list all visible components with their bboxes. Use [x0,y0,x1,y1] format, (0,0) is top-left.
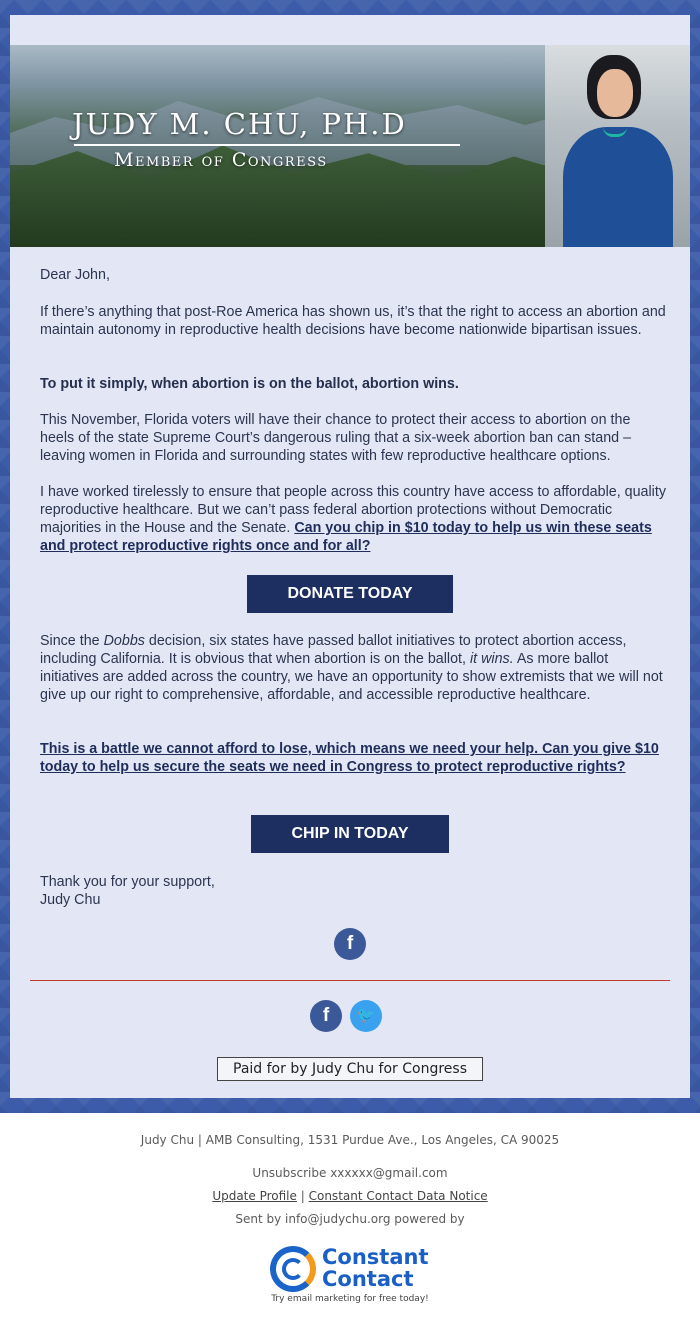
give-10-link[interactable]: This is a battle we cannot afford to lose, which means we need your help. Can you give $10 today to help us secure the seats we need in Congress to protect reproductive rights? [40,741,659,775]
paragraph-5 [40,632,666,704]
footer-links [0,1189,700,1203]
banner-subtitle: Member of Congress [114,149,328,171]
donate-today-button[interactable]: DONATE TODAY [247,575,453,613]
chip-in-today-button[interactable]: CHIP IN TODAY [251,815,449,853]
greeting: Dear John, [40,267,110,283]
facebook-icon[interactable]: f [334,928,366,960]
logo-tagline: Try email marketing for free today! [271,1294,429,1304]
paragraph-5-text-b: decision, six states have passed ballot initiatives to protect abortion access, including California. It is obvious that when abortion is on the ballot, [40,633,627,667]
paragraph-1: If there’s anything that post-Roe America has shown us, it’s that the right to access an abortion and maintain autonomy in reproductive health decisions have become nationwide bipartisan issues. [40,304,666,338]
banner-title: JUDY M. CHU, PH.D [72,107,407,141]
paragraph-4-text: I have worked tirelessly to ensure that people across this country have access to affordable, quality reproductive healthcare. But we can’t pass federal abortion protections without Democratic majorities in the House and the Senate. [40,484,666,536]
paragraph-3: This November, Florida voters will have their chance to protect their access to abortion on the heels of the state Supreme Court’s dangerous ruling that a six-week abortion ban can stand – leaving women in Florida and surrounding states with few reproductive healthcare options. [40,412,632,464]
paragraph-4 [40,483,666,555]
logo-word-constant: Constant [322,1245,429,1269]
paragraph-5-text-c: As more ballot initiatives are added across the country, we have an opportunity to show extremists that we will not give up our right to comprehensive, affordable, and accessible reproductive healthcare. [40,651,663,703]
email-card [10,15,690,1098]
paragraph-5-it-wins: it wins. [469,651,514,667]
data-notice-link[interactable]: Constant Contact Data Notice [308,1189,488,1203]
update-profile-link[interactable]: Update Profile [212,1189,297,1203]
paragraph-5-dobbs: Dobbs [103,633,145,649]
signature: Judy Chu [40,892,101,908]
header-banner [10,45,690,247]
paragraph-5-text-a: Since the [40,633,104,649]
constant-contact-inner-ring-icon [282,1258,304,1280]
section-divider [30,980,670,981]
footer-separator: | [300,1189,305,1203]
closing: Thank you for your support, [40,874,215,890]
chip-in-link-1[interactable]: Can you chip in $10 today to help us win these seats and protect reproductive rights once and for all? [40,520,652,554]
unsubscribe-link[interactable]: Unsubscribe xxxxxx@gmail.com [252,1166,448,1180]
twitter-icon[interactable]: 🐦 [350,1000,382,1032]
portrait-suit [563,127,673,247]
portrait-photo [545,45,690,247]
footer-address: Judy Chu | AMB Consulting, 1531 Purdue Ave., Los Angeles, CA 90025 [140,1133,560,1147]
sent-by: Sent by info@judychu.org powered by [235,1212,465,1226]
constant-contact-logo[interactable] [270,1244,440,1294]
facebook-icon[interactable]: f [310,1000,342,1032]
paid-for-disclaimer: Paid for by Judy Chu for Congress [217,1057,483,1081]
banner-divider [74,144,460,146]
paragraph-2-bold: To put it simply, when abortion is on the ballot, abortion wins. [40,376,459,392]
portrait-face [597,69,633,117]
paragraph-6 [40,740,666,776]
logo-word-contact: Contact [322,1267,414,1291]
